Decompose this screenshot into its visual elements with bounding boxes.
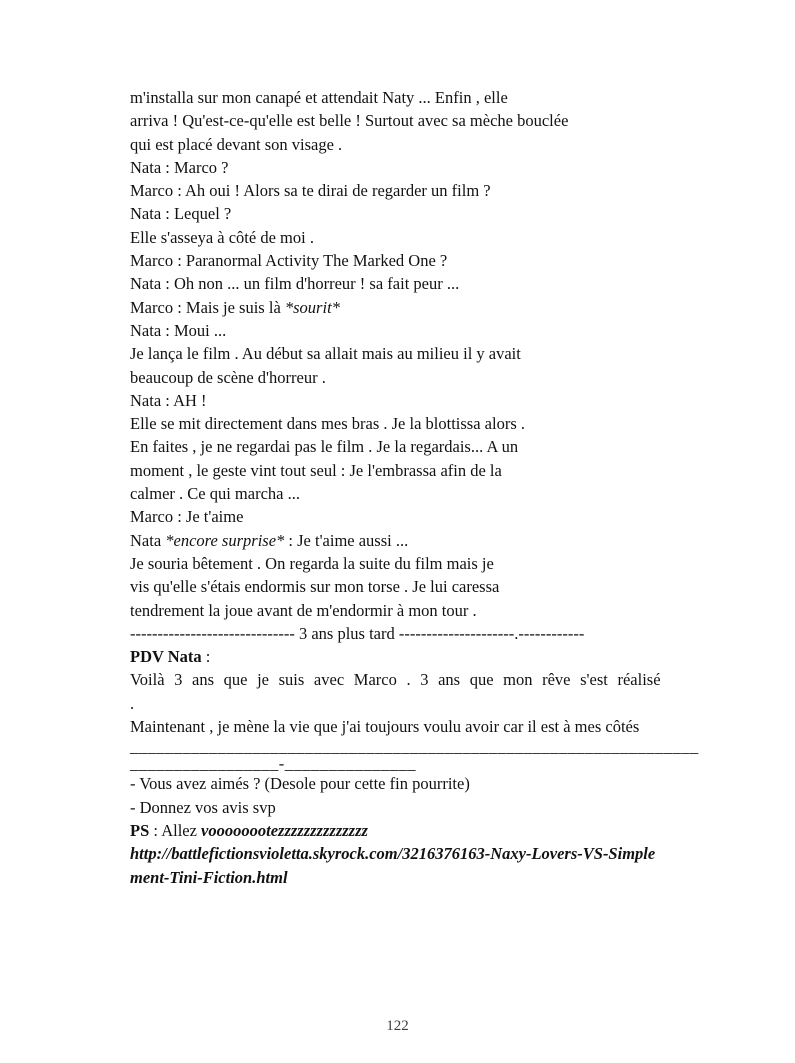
text-run: ment-Tini-Fiction.html [130,867,288,887]
text-line [130,668,670,715]
author-note-line [130,796,670,819]
text-run: Nata : Marco ? [130,157,229,177]
text-line [130,435,670,458]
text-run: Maintenant , je mène la vie que j'ai toujours voulu avoir car il est à mes côtés [130,717,640,737]
text-run: Voilà 3 ans que je suis avec Marco . 3 ans que mon rêve s'est réalisé . [130,670,671,713]
dialogue-line [130,529,670,552]
text-run: qui est placé devant son visage . [130,134,343,154]
text-line [130,599,670,622]
text-run: Nata : Lequel ? [130,204,232,224]
text-run: voooooootezzzzzzzzzzzzzz [201,820,368,840]
page-number: 122 [386,1018,409,1034]
text-run: : [201,647,211,667]
text-run: Nata : Oh non ... un film d'horreur ! sa fait peur ... [130,274,460,294]
text-run: _________________________________________________________________ [130,737,699,757]
text-run: : Je t'aime aussi ... [284,530,409,550]
text-line [130,482,670,505]
text-run: Elle se mit directement dans mes bras . Je la blottissa alors . [130,414,525,434]
dialogue-line [130,249,670,272]
text-run: - Vous avez aimés ? (Desole pour cette fin pourrite) [130,774,470,794]
text-line [130,226,670,249]
dialogue-line [130,179,670,202]
url-text [130,842,670,865]
text-run: Nata : Moui ... [130,320,227,340]
text-run: Nata [130,530,166,550]
dialogue-line [130,319,670,342]
text-run: Elle s'asseya à côté de moi . [130,227,314,247]
text-line [130,459,670,482]
text-run: Je souria bêtement . On regarda la suite du film mais je [130,553,494,573]
text-run: Marco : Je t'aime [130,507,244,527]
text-run: calmer . Ce qui marcha ... [130,484,300,504]
text-line [130,109,670,132]
url-text [130,866,670,889]
text-run: Je lança le film . Au début sa allait mais au milieu il y avait [130,344,521,364]
text-run: : Allez [149,820,202,840]
author-note-line [130,772,670,795]
text-run: ------------------------------ 3 ans plus tard ---------------------.------------ [130,623,585,643]
text-run: vis qu'elle s'étais endormis sur mon torse . Je lui caressa [130,577,500,597]
text-run: Marco : Paranormal Activity The Marked One ? [130,251,448,271]
text-run: *encore surprise* [165,530,285,550]
text-line [130,412,670,435]
text-run: m'installa sur mon canapé et attendait Naty ... Enfin , elle [130,88,508,107]
text-run: PDV Nata [130,647,202,667]
dialogue-line [130,202,670,225]
pov-heading [130,645,670,668]
dialogue-line [130,156,670,179]
text-run: http://battlefictionsvioletta.skyrock.com/3216376163-Naxy-Lovers-VS-Simple [130,844,656,864]
text-run: Nata : AH ! [130,390,207,410]
text-run: arriva ! Qu'est-ce-qu'elle est belle ! Surtout avec sa mèche bouclée [130,111,569,131]
text-line [130,133,670,156]
ps-line [130,819,670,842]
story-text [130,86,699,889]
time-skip-separator [130,622,670,645]
divider-line-short [130,755,670,772]
text-run: Marco : Ah oui ! Alors sa te dirai de regarder un film ? [130,181,491,201]
text-line [130,552,670,575]
text-run: - Donnez vos avis svp [130,797,276,817]
divider-line-full [130,737,699,757]
text-run: Marco : Mais je suis là [130,297,285,317]
text-run: PS [130,820,150,840]
text-line [130,342,670,365]
text-line [130,575,670,598]
text-line [130,366,670,389]
dialogue-line [130,505,670,528]
text-run: beaucoup de scène d'horreur . [130,367,326,387]
text-line [130,86,670,109]
text-run: *sourit* [284,297,340,317]
dialogue-line [130,389,670,412]
dialogue-line [130,296,670,319]
text-run: tendrement la joue avant de m'endormir à mon tour . [130,600,477,620]
dialogue-line [130,272,670,295]
text-run: moment , le geste vint tout seul : Je l'embrassa afin de la [130,460,502,480]
text-run: En faites , je ne regardai pas le film . Je la regardais... A un [130,437,519,457]
text-run: _________________-_______________ [130,754,416,774]
text-line [130,715,670,738]
